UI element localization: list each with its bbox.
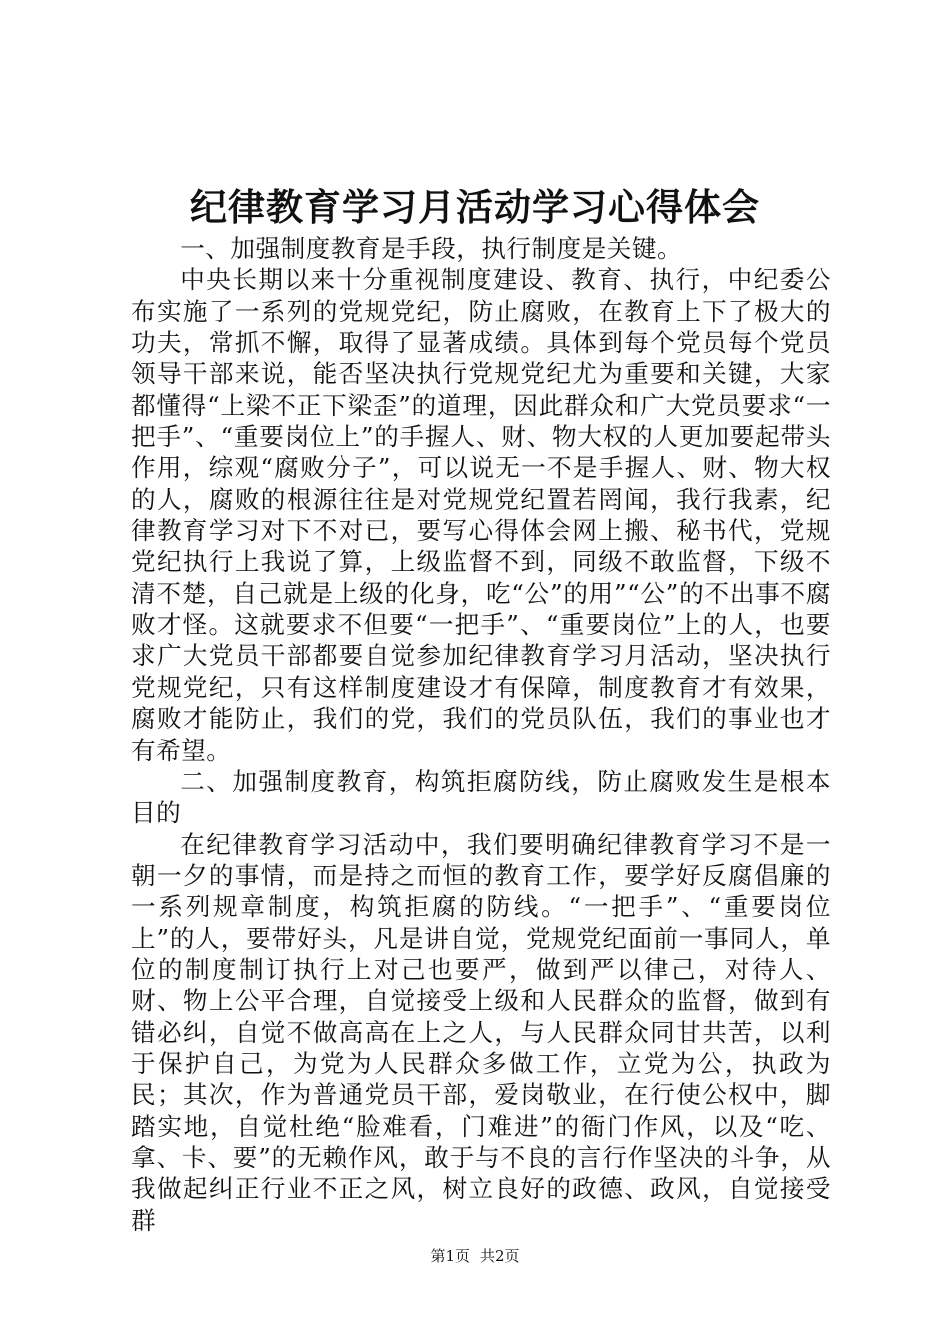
page-number: 第1页 <box>430 1247 470 1265</box>
paragraph-section-1-heading: 一、加强制度教育是手段，执行制度是关键。 <box>180 234 683 263</box>
paragraph-section-2-heading: 二、加强制度教育，构筑拒腐防线，防止腐败发生是根本目的 <box>131 766 831 828</box>
page-title: 纪律教育学习月活动学习心得体会 <box>190 186 760 229</box>
document-body <box>131 233 831 1236</box>
paragraph-section-1-body: 中央长期以来十分重视制度建设、教育、执行，中纪委公布实施了一系列的党规党纪，防止腐败，在教育上下了极大的功夫，常抓不懈，取得了显著成绩。具体到每个党员每个党员领导干部来说，能否坚决执行党规党纪尤为重要和关键，大家都懂得“上梁不正下梁歪”的道理，因此群众和广大党员要求“一把手”、“重要岗位上”的手握人、财、物大权的人更加要起带头作用，综观“腐败分子”，可以说无一不是手握人、财、物大权的人，腐败的根源往往是对党规党纪置若罔闻，我行我素，纪律教育学习对下不对已，要写心得体会网上搬、秘书代，党规党纪执行上我说了算，上级监督不到，同级不敢监督，下级不清不楚，自己就是上级的化身，吃“公”的用”“公”的不出事不腐败才怪。这就要求不但要“一把手”、“重要岗位”上的人，也要求广大党员干部都要自觉参加纪律教育学习月活动，坚决执行党规党纪，只有这样制度建设才有保障，制度教育才有效果，腐败才能防止，我们的党，我们的党员队伍，我们的事业也才有希望。 <box>131 265 831 765</box>
page-total: 共2页 <box>480 1247 520 1265</box>
page-footer <box>0 1246 950 1266</box>
paragraph-section-2-body: 在纪律教育学习活动中，我们要明确纪律教育学习不是一朝一夕的事情，而是持之而恒的教育工作，要学好反腐倡廉的一系列规章制度，构筑拒腐的防线。“一把手”、“重要岗位上”的人，要带好头，凡是讲自觉，党规党纪面前一事同人，单位的制度制订执行上对己也要严，做到严以律己，对待人、财、物上公平合理，自觉接受上级和人民群众的监督，做到有错必纠，自觉不做高高在上之人，与人民群众同甘共苦，以利于保护自己，为党为人民群众多做工作，立党为公，执政为民；其次，作为普通党员干部，爱岗敬业，在行使公权中，脚踏实地，自觉杜绝“脸难看，门难进”的衙门作风，以及“吃、拿、卡、要”的无赖作风，敢于与不良的言行作坚决的斗争，从我做起纠正行业不正之风，树立良好的政德、政风，自觉接受群 <box>131 829 831 1235</box>
